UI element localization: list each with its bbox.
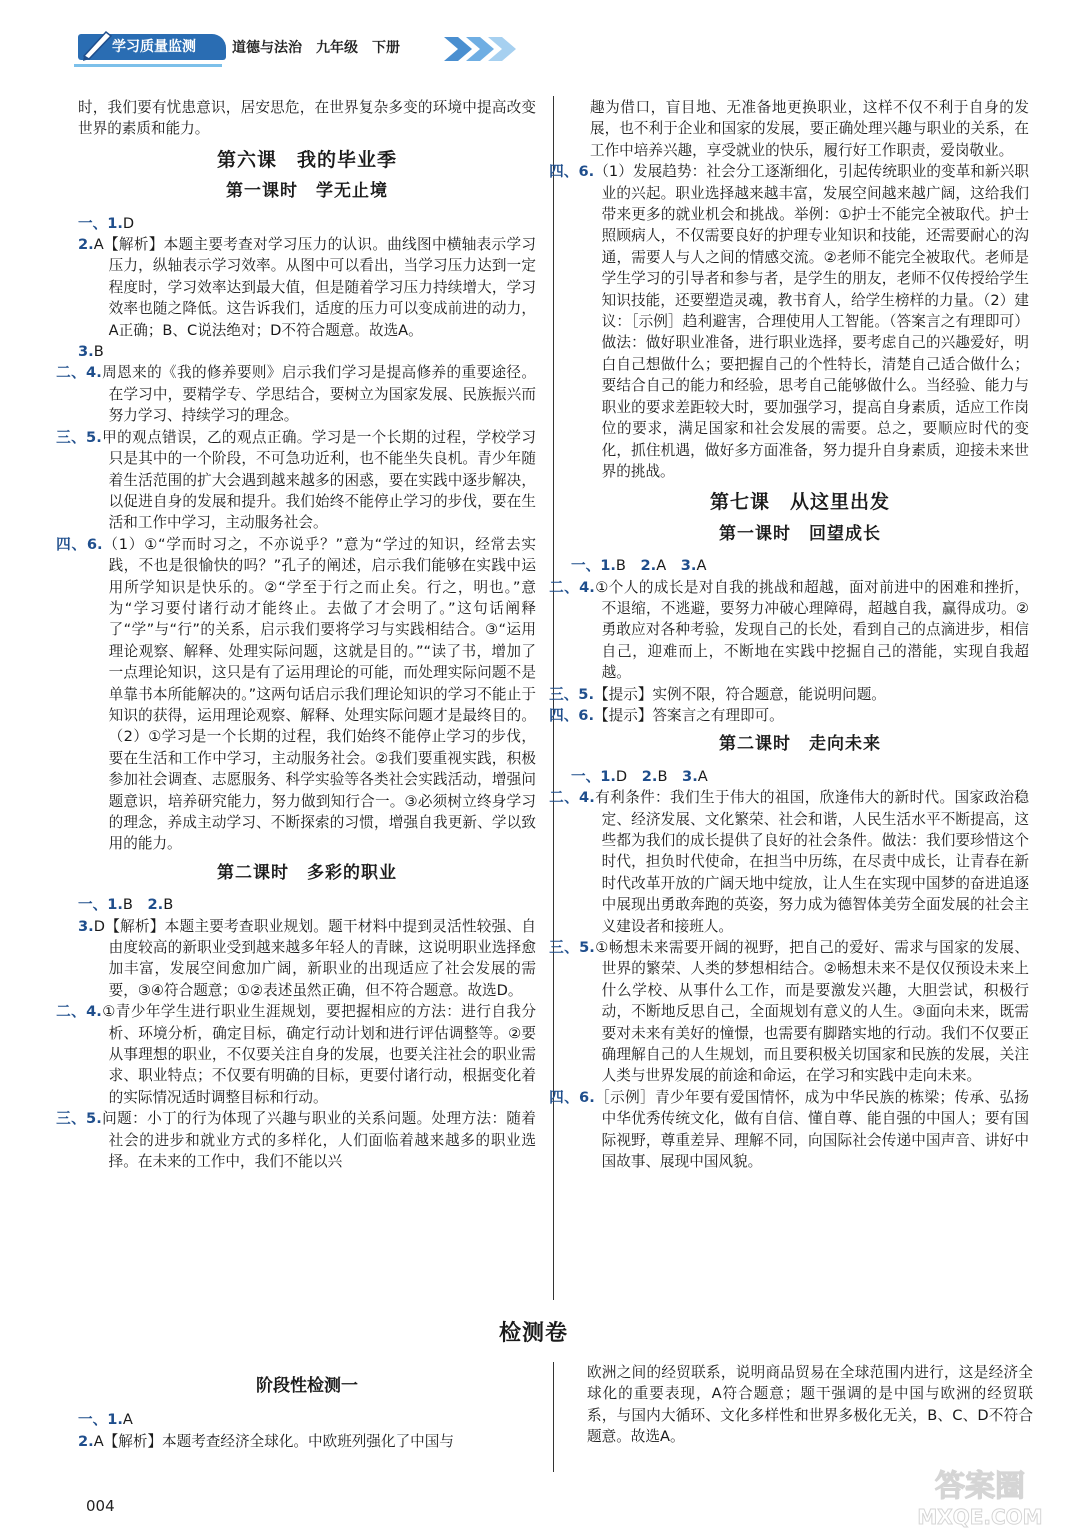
answer-num: 2. [640,557,657,575]
answer-item [78,234,536,341]
answer-text: ①畅想未来需要开阔的视野，把自己的爱好、需求与国家的发展、世界的繁荣、人类的梦想相结合。②畅想未来不是仅仅预设未来上什么学校、从事什么工作，而是要激发兴趣，大胆尝试，积极行动，不断地反思自己，全面规划有意义的人生。③面向未来，既需要对未来有美好的憧憬，也需要有脚踏实地的行动。我们不仅要正确理解自己的人生规划，而且要积极关切国家和民族的发展，关注人类与世界发展的前途和命运，在学习和实践中走向未来。 [594,939,1029,1085]
intro-paragraph: 时，我们要有忧患意识，居安思危，在世界复杂多变的环境中提高改变世界的素质和能力。 [78,99,536,138]
left-column [56,97,536,1173]
answer-num: 2. [641,767,658,785]
answer-item [549,684,1029,705]
answer-text: （1）①“学而时习之，不亦说乎？”意为“学过的知识，经常去实践，不也是很愉快的吗？”孔子的阐述，启示我们能够在实践中运用所学知识是快乐的。②“学至于行之而止矣。行之，明也。”意为“学习要付诸行动才能终止。去做了才会明了。”这句话阐释了“学”与“行”的关系，启示我们要将学习与实践相结合。③“运用理论观察、解释、处理实际问题，这就是目的。”“读了书，增加了一点理论知识，这只是有了运用理论的可能，而处理实际问题不是单靠书本所能解决的。”这两句话启示我们理论知识的学习不能止于知识的获得，运用理论观察、解释、处理实际问题才是最终目的。（2）①学习是一个长期的过程，我们始终不能停止学习的步伐，要在生活和工作中学习，主动服务社会。②我们要重视实践，积极参加社会调查、志愿服务、科学实验等各类社会实践活动，增强问题意识，培养研究能力，努力做到知行合一。③必须树立终身学习的理念，养成主动学习、不断探索的习惯，增强自我更新、学以致用的能力。 [102,535,536,853]
answer-item [78,894,536,915]
answer-text: ①青少年学生进行职业生涯规划，要把握相应的方法：进行自我分析、环境分析，确定目标，确定行动计划和进行评估调整等。②要从事理想的职业，不仅要关注自身的发展，也要关注社会的职业需求、职业特点；不仅要有明确的目标，更要付诸行动，根据变化着的实际情况适时调整目标和行动。 [101,1003,536,1106]
answer-item [571,766,1029,787]
answer-text: D [615,767,642,785]
chevron-right-icon [444,34,524,64]
answer-num: 2. [78,1432,94,1450]
answer-item [78,341,536,362]
answer-text: B [122,896,148,914]
answer-text: （1）发展趋势：社会分工逐渐细化，引起传统职业的变革和新兴职业的兴起。职业选择越来越丰富，发展空间越来越广阔，这给我们带来更多的就业机会和挑战。举例：①护士不能完全被取代。护士照顾病人，不仅需要良好的护理专业知识和技能，还需要耐心的沟通，需要人与人之间的情感交流。②老师不能完全被取代。老师是学生学习的引导者和参与者，是学生的朋友，老师不仅传授给学生知识技能，还要塑造灵魂，教书育人，给学生榜样的力量。（2）建议：［示例］趋利避害，合理使用人工智能。（答案言之有理即可）做法：做好职业准备，进行职业选择，要考虑自己的兴趣爱好，明白自己想做什么；要把握自己的个性特长，清楚自己适合做什么；要结合自己的能力和经验，思考自己能够做什么。当经验、能力与职业的要求差距较大时，要加强学习，提高自身素质，适应工作岗位的要求，满足国家和社会发展的需要。总之，要顺应时代的变化，抓住机遇，做好多方面准备，努力提升自身素质，迎接未来世界的挑战。 [594,163,1029,480]
answer-text: B [163,896,174,914]
lesson6-section1-title: 第一课时 学无止境 [226,181,388,202]
answer-text: D【解析】本题主要考查职业规划。题干材料中提到灵活性较强、自由度较高的新职业受到越来越多年轻人的青睐，这说明职业选择愈加丰富，发展空间愈加广阔，新职业的出现适应了社会发展的需要，③④符合题意；①②表述虽然正确，但不符合题意。故选D。 [93,917,536,999]
answer-num: 一、1. [78,214,123,232]
answer-text: 有利条件：我们生于伟大的祖国，欣逢伟大的新时代。国家政治稳定、经济发展、文化繁荣、社会和谐，人民生活水平不断提高，这些都为我们的成长提供了良好的社会条件。做法：我们要珍惜这个时代，担负时代使命，在担当中历练，在尽责中成长，让青春在新时代改革开放的广阔天地中绽放，让人生在实现中国梦的奋进追逐中展现出勇敢奔跑的英姿，努力成为德智体美劳全面发展的社会主义建设者和接班人。 [594,789,1029,935]
answer-num: 三、5. [549,939,595,957]
answer-text: D [122,214,135,232]
answer-num: 三、5. [56,428,102,446]
lesson6-section2-title: 第二课时 多彩的职业 [217,862,397,883]
answer-num: 2. [78,236,94,254]
answer-num: 三、5. [549,685,594,703]
answer-text: A [656,557,681,575]
answer-text: 问题：小丁的行为体现了兴趣与职业的关系问题。处理方法：随着社会的进步和就业方式的多样化，人们面临着越来越多的职业选择。在未来的工作中，我们不能以兴 [101,1110,536,1171]
answer-text: A [697,767,708,785]
answer-text: 【提示】答案言之有理即可。 [594,706,784,724]
answer-text: ①个人的成长是对自我的挑战和超越，面对前进中的困难和挫折，不退缩，不逃避，要努力冲破心理障碍，超越自我，赢得成功。②勇敢应对各种考验，发现自己的长处，看到自己的点滴进步，相信自己，迎难而上，不断地在实践中挖掘自己的潜能，实现自我超越。 [594,578,1029,682]
answer-num: 3. [682,767,698,785]
right-column [549,97,1029,1173]
answer-item [78,213,536,234]
answer-item [549,161,1029,482]
watermark-line1: 答案圈 [935,1469,1025,1504]
answer-item [549,577,1029,684]
answer-num: 一、1. [78,1411,123,1429]
answer-text: 【提示】实例不限，符合题意，能说明问题。 [594,685,886,703]
header-subject: 道德与法治 九年级 下册 [232,40,400,56]
answer-item [549,787,1029,937]
answer-item [78,1431,536,1452]
answer-text: A【解析】本题考查经济全球化。中欧班列强化了中国与 [93,1432,454,1450]
continued-paragraph: 欧洲之间的经贸联系，说明商品贸易在全球范围内进行，这是经济全球化的重要表现，A符合题意；题干强调的是中国与欧洲的经贸联系，与国内大循环、文化多样性和世界多极化无关，B、C、D不符合题意。故选A。 [587,1364,1033,1446]
answer-num: 二、4. [549,789,595,807]
answer-num: 2. [147,896,164,914]
answer-num: 3. [78,343,94,361]
answer-text: 周恩来的《我的修养要则》启示我们学习是提高修养的重要途径。在学习中，要精学专、学思结合，要树立为国家发展、民族振兴而努力学习、持续学习的理念。 [101,364,536,425]
answer-item [56,1001,536,1108]
answer-text: A【解析】本题主要考查对学习压力的认识。曲线图中横轴表示学习压力，纵轴表示学习效率。从图中可以看出，当学习压力达到一定程度时，学习效率达到最大值，但是随着学习压力持续增大，学习效率也随之降低。这告诉我们，适度的压力可以变成前进的动力，A正确；B、C说法绝对；D不符合题意。故选A。 [93,236,536,339]
answer-num: 二、4. [549,578,595,596]
answer-item [56,362,536,426]
lesson7-section2-title: 第二课时 走向未来 [719,734,881,755]
page-number: 004 [86,1497,115,1515]
test-right-column [587,1362,1033,1448]
answer-item [549,705,1029,726]
test-section-title: 检测卷 [498,1321,568,1346]
answer-num: 四、6. [549,163,595,181]
lesson7-section1-title: 第一课时 回望成长 [719,523,881,544]
answer-text: 甲的观点错误，乙的观点正确。学习是一个长期的过程，学校学习只是其中的一个阶段，不可急功近利，也不能坐失良机。青少年随着生活范围的扩大会遇到越来越多的困惑，要在实践中逐步解决，以促进自身的发展和提升。我们始终不能停止学习的步伐，要在生活和工作中学习，主动服务社会。 [101,428,536,532]
lesson7-title: 第七课 从这里出发 [709,491,890,514]
answer-item [56,1108,536,1172]
header-badge-text: 学习质量监测 [112,39,196,55]
answer-text: B [615,557,641,575]
answer-num: 一、1. [571,557,616,575]
answer-num: 一、1. [78,896,123,914]
answer-num: 一、1. [571,767,616,785]
answer-text: B [93,343,104,361]
answer-text: B [657,767,683,785]
answer-item [549,1087,1029,1173]
answer-num: 3. [680,557,697,575]
answer-num: 二、4. [56,364,102,382]
watermark-logo [900,1460,1060,1530]
answer-item [571,555,1029,576]
answer-item [56,534,536,855]
answer-num: 四、6. [549,706,594,724]
answer-item [78,916,536,1002]
answer-text: A [122,1411,133,1429]
header-underline [74,64,222,67]
column-divider [553,1362,554,1472]
test-title: 阶段性检测一 [256,1376,358,1396]
answer-num: 3. [78,917,94,935]
pen-icon [80,26,116,62]
answer-item [56,427,536,534]
answer-num: 三、5. [56,1110,102,1128]
watermark-line2: MXQE.COM [917,1505,1043,1529]
answer-num: 四、6. [56,535,103,553]
answer-num: 四、6. [549,1088,595,1106]
answer-item [78,1409,536,1430]
answer-item [549,937,1029,1087]
answer-num: 二、4. [56,1003,102,1021]
continued-paragraph: 趣为借口，盲目地、无准备地更换职业，这样不仅不利于自身的发展，也不利于企业和国家的发展，要正确处理兴趣与职业的关系，在工作中培养兴趣，享受就业的快乐，履行好工作职责，爱岗敬业。 [589,99,1029,159]
page-header [74,30,534,70]
answer-text: ［示例］青少年要有爱国情怀，成为中华民族的栋梁；传承、弘扬中华优秀传统文化，做有自信、懂自尊、能自强的中国人；要有国际视野，尊重差异、理解不同，向国际社会传递中国声音、讲好中国故事、展现中国风貌。 [594,1088,1029,1171]
test-left-column [78,1376,536,1452]
lesson6-title: 第六课 我的毕业季 [216,148,397,171]
answer-text: A [696,557,707,575]
